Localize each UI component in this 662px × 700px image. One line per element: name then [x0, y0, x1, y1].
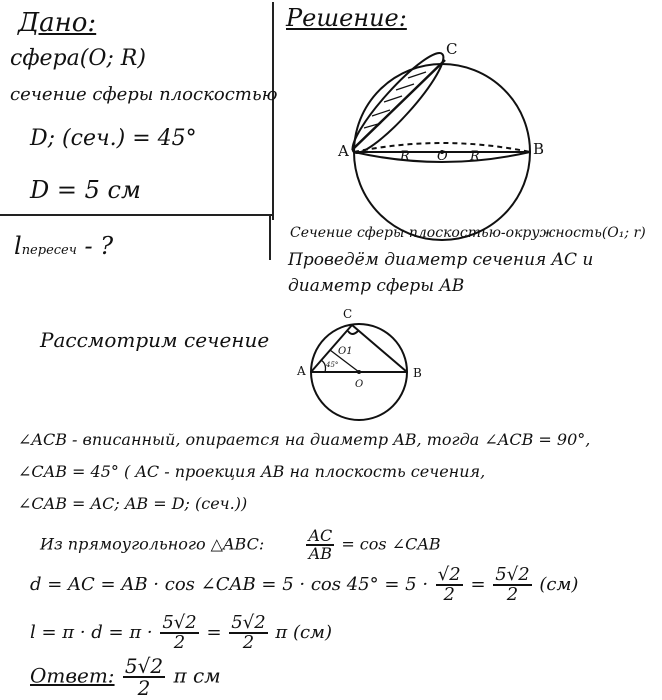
- sphere-label-a: A: [338, 142, 349, 160]
- statement-4-tail: = cos ∠CAB: [341, 534, 441, 554]
- given-angle: D; (сеч.) = 45°: [30, 126, 197, 151]
- fraction-den: 2: [137, 676, 151, 700]
- answer: [30, 656, 221, 698]
- fraction-num: 5√2: [162, 612, 197, 633]
- fraction-num: 5√2: [495, 564, 530, 585]
- solution-line2: Проведём диаметр сечения AC и: [288, 250, 594, 270]
- circle-label-o: O: [355, 379, 364, 390]
- fraction-den: 2: [242, 632, 255, 653]
- l-fraction-1: [160, 614, 198, 652]
- circle-label-a: A: [297, 364, 306, 378]
- fraction-den: 2: [443, 584, 455, 605]
- solution-title: Решение:: [286, 4, 407, 32]
- solution-line3: диаметр сферы AB: [288, 276, 465, 296]
- statement-5-eq: =: [470, 574, 486, 595]
- sqrt2-over-2-fraction: [436, 566, 463, 604]
- find-tail: - ?: [76, 232, 114, 260]
- fraction-den: AB: [308, 544, 332, 563]
- sphere-label-c: C: [446, 40, 458, 58]
- fraction-num: AC: [308, 526, 333, 545]
- statement-6: [30, 614, 332, 652]
- circle-label-c: C: [343, 307, 353, 321]
- statement-6-eq: =: [206, 622, 222, 643]
- statement-4-text: Из прямоугольного △ABC:: [40, 534, 265, 554]
- circle-label-o1: O1: [338, 346, 353, 357]
- consider-heading: Рассмотрим сечение: [40, 328, 270, 352]
- statement-5-unit: (см): [539, 574, 579, 595]
- right-angle-mark: [348, 331, 358, 334]
- five-sqrt2-over-2-fraction: [493, 566, 531, 604]
- fraction-num: 5√2: [124, 654, 164, 678]
- sphere-label-o: O: [437, 149, 448, 164]
- fraction-num: √2: [437, 564, 461, 585]
- fraction-den: 2: [506, 584, 519, 605]
- statement-5-left: d = AC = AB · cos ∠CAB = 5 · cos 45° = 5 ·: [30, 574, 429, 595]
- answer-fraction: [123, 656, 165, 698]
- sphere-label-b: B: [533, 140, 545, 158]
- solution-line1: Сечение сферы плоскостью-окружность(O₁; r): [290, 225, 646, 241]
- statement-4: [40, 528, 441, 562]
- statement-1: ∠ACB - вписанный, опирается на диаметр AB, тогда ∠ACB = 90°,: [18, 430, 591, 449]
- statement-6-left: l = π · d = π ·: [30, 622, 153, 643]
- l-fraction-2: [229, 614, 267, 652]
- sphere-label-r2: R: [470, 149, 480, 164]
- chord-cb: [352, 325, 407, 372]
- statement-2: ∠CAB = 45° ( AC - проекция AB на плоскость сечения,: [18, 462, 486, 481]
- circle-label-angle: 45°: [326, 361, 339, 369]
- given-title: Дано:: [18, 8, 97, 38]
- answer-label: Ответ:: [30, 663, 115, 688]
- fraction-den: 2: [173, 632, 186, 653]
- given-sphere: сфера(O; R): [10, 46, 146, 71]
- statement-5: [30, 566, 578, 604]
- sphere-label-r1: R: [400, 149, 410, 164]
- find-sub: пересеч: [21, 243, 77, 258]
- answer-unit: π см: [173, 663, 221, 688]
- statement-6-unit: π (см): [275, 622, 332, 643]
- given-diameter: D = 5 см: [30, 176, 141, 204]
- statement-3: ∠CAB = AC; AB = D; (сеч.)): [18, 494, 248, 513]
- given-section: сечение сферы плоскостью: [10, 84, 278, 105]
- ac-ab-fraction: [306, 528, 334, 562]
- circle-label-b: B: [413, 366, 422, 380]
- find-l: l: [14, 232, 22, 260]
- fraction-num: 5√2: [231, 612, 266, 633]
- angle-arc: [321, 360, 326, 372]
